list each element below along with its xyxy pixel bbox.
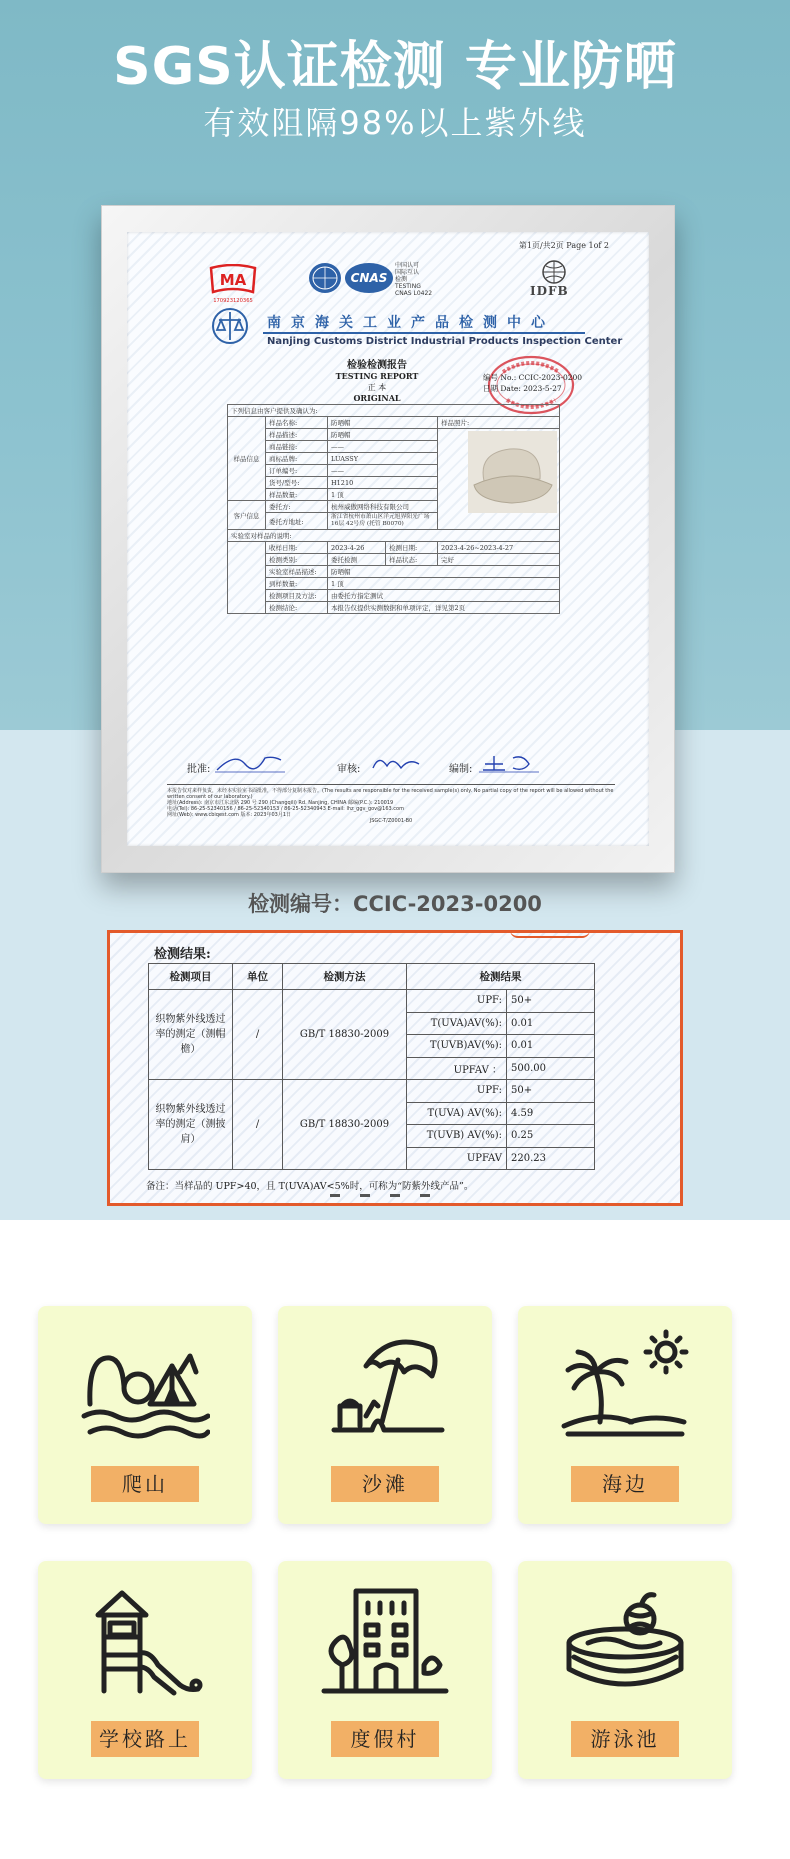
result-method: GB/T 18830-2009: [283, 990, 407, 1080]
results-note: 备注：当样品的 UPF>40，且 T(UVA)AV<5%时，可称为“防紫外线产品”。: [146, 1181, 474, 1192]
result-value: 0.01: [507, 1012, 595, 1035]
report-title-block: 检验检测报告 TESTING REPORT 正 本 ORIGINAL: [335, 360, 419, 403]
signature-approve-icon: [215, 750, 285, 774]
result-unit: /: [233, 990, 283, 1080]
result-metric: T(UVA)AV(%):: [407, 1012, 507, 1035]
header-unit: 单位: [233, 964, 283, 990]
lab-divider: [263, 332, 585, 334]
signature-row: [187, 750, 607, 780]
mountain-camp-icon: [80, 1326, 210, 1446]
hero-title: SGS认证检测 专业防晒: [113, 37, 677, 97]
certificate-paper: [127, 232, 649, 846]
result-value: 50+: [507, 1080, 595, 1103]
header-method: 检测方法: [283, 964, 407, 990]
header-result: 检测结果: [407, 964, 595, 990]
result-value: 4.59: [507, 1102, 595, 1125]
palm-seaside-icon: [560, 1326, 690, 1446]
result-unit: /: [233, 1080, 283, 1170]
ilac-label: IDFB: [530, 284, 569, 298]
result-value: 0.01: [507, 1035, 595, 1058]
svg-text:CNAS: CNAS: [350, 271, 388, 285]
review-label: 审核:: [337, 764, 361, 775]
cnas-text: 中国认可 国际互认 检测 TESTING CNAS L0422: [395, 262, 433, 297]
result-value: 500.00: [507, 1057, 595, 1080]
page-label: 第1页/共2页 Page 1of 2: [518, 241, 609, 250]
header-item: 检测项目: [149, 964, 233, 990]
test-results-panel: [107, 930, 683, 1206]
lab-name-cn: 南京海关工业产品检测中心: [267, 315, 555, 331]
result-metric: UPFAV: [407, 1147, 507, 1170]
result-metric: UPFAV ：: [407, 1057, 507, 1080]
result-value: 220.23: [507, 1147, 595, 1170]
result-item: 织物紫外线透过率的测定（测披肩）: [149, 1080, 233, 1170]
result-item: 织物紫外线透过率的测定（测帽檐）: [149, 990, 233, 1080]
results-heading: 检测结果:: [154, 947, 211, 962]
resort-building-icon: [320, 1581, 450, 1701]
lab-name-en: Nanjing Customs District Industrial Products Inspection Center: [267, 336, 623, 347]
scenario-card-resort: [278, 1561, 492, 1779]
scenario-card-hiking: [38, 1306, 252, 1524]
results-table: [148, 963, 595, 1170]
beach-umbrella-icon: [320, 1326, 450, 1446]
scenario-card-seaside: [518, 1306, 732, 1524]
playground-slide-icon: [80, 1581, 210, 1701]
scenario-label: 海边: [571, 1466, 679, 1502]
hero-subtitle: 有效阻隔98%以上紫外线: [203, 104, 587, 142]
compile-label: 编制:: [449, 764, 473, 775]
result-metric: UPF:: [407, 990, 507, 1013]
result-method: GB/T 18830-2009: [283, 1080, 407, 1170]
customs-emblem-icon: [209, 306, 251, 346]
result-metric: T(UVB) AV(%):: [407, 1125, 507, 1148]
sample-info-table: 下列信息由客户提供及确认为: 样品信息 样品名称: 防晒帽 样品照片: 样品描述: 防晒帽 商品链接: —— 商标品牌: LUASSY 订单编号: —— 货号/型号: H1210 样品数量: 1 顶 客户信息 委托方: 杭州威傲网络科技有限公司 委托方地址: 浙江省杭州市萧山区洋元旭界阳光广场 16层 42号房 (托管 B0070) 实验室对样品的说明: 收样日期: 2023-4-26 检测日期: 2023-4-26~2023-4-27 检测类别: 委托检测 样品状态: 完好 实验室样品描述: 防晒帽 到样数量: 1 顶 检测项目及方法: 由委托方指定测试 检测结论: 本报告仅提供实测数据和单项评定，详见第2页: [227, 404, 560, 614]
scenario-card-school: [38, 1561, 252, 1779]
cma-code: 170923120365: [213, 298, 253, 304]
result-metric: T(UVA) AV(%):: [407, 1102, 507, 1125]
result-value: 50+: [507, 990, 595, 1013]
scenario-card-beach: [278, 1306, 492, 1524]
approve-label: 批准:: [187, 764, 211, 775]
scenario-label: 沙滩: [331, 1466, 439, 1502]
scenario-label: 度假村: [331, 1721, 439, 1757]
signature-compile-icon: [479, 752, 539, 774]
signature-review-icon: [369, 750, 429, 774]
sample-hat-photo: [466, 429, 559, 515]
footer-divider: [167, 784, 615, 785]
scenario-card-pool: [518, 1561, 732, 1779]
certificate-footer: 本报告仅对来样负责，未经本实验室书面批准，不得部分复制本报告。(The results are responsible for the received sample(s) only. No partial copy of the report will be allowed without the written consent of our laboratory.) 地址(Address): 南京市江东北路 290 号 290 (Changqili) Rd. Nanjing, CHINA 邮编(P.C.): 210019 电话(Tel): 86-25-52340156 / 86-25-52340153 / 86-25-52340943 E-mail: lhz_ggv_gov@163.com 网址(Web): www.cbiqest.com 版本: 2023年03月1日 JSGC-T/Z0001-B0: [167, 788, 614, 824]
scenario-label: 游泳池: [571, 1721, 679, 1757]
page-dots-icon: [330, 1193, 450, 1199]
cma-logo-icon: [207, 264, 259, 306]
seal-edge: [510, 930, 590, 938]
swimming-pool-icon: [560, 1581, 690, 1701]
report-number-label: 检测编号：CCIC-2023-0200: [248, 892, 542, 916]
result-metric: UPF:: [407, 1080, 507, 1103]
svg-text:MA: MA: [219, 271, 247, 289]
report-number-block: 编号 No.: CCIC-2023-0200 日期 Date: 2023-5-27: [483, 373, 583, 393]
scenario-label: 学校路上: [91, 1721, 199, 1757]
scenario-label: 爬山: [91, 1466, 199, 1502]
result-metric: T(UVB)AV(%):: [407, 1035, 507, 1058]
result-value: 0.25: [507, 1125, 595, 1148]
